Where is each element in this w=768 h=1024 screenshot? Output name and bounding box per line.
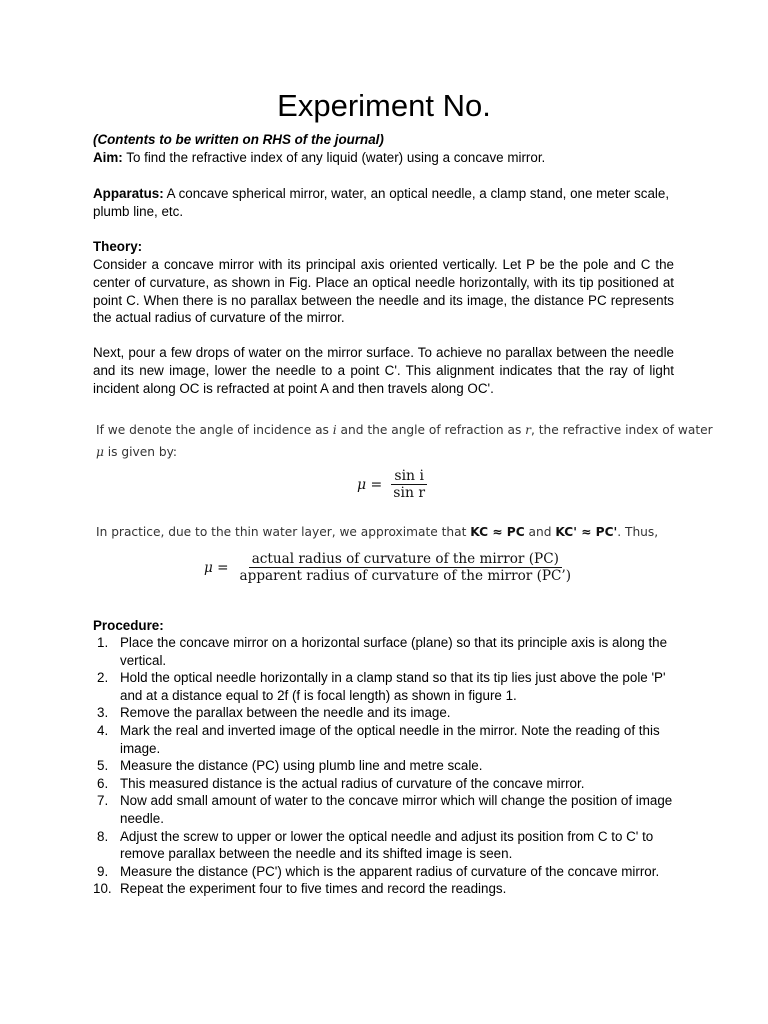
list-item (93, 863, 674, 881)
journal-note (93, 131, 674, 149)
equation-snell-lhs: μ = (357, 476, 383, 493)
equation-ri-denominator: apparent radius of curvature of the mirror (PC’) (239, 568, 572, 584)
list-item (93, 704, 674, 722)
list-item (93, 757, 674, 775)
list-item (93, 634, 674, 669)
equation-ri-fraction (237, 551, 575, 584)
equation-snell-fraction (390, 468, 428, 501)
list-item-number: 8. (97, 828, 109, 844)
list-item-text: Repeat the experiment four to five times and record the readings. (120, 881, 507, 897)
list-item-number: 5. (97, 758, 109, 774)
approximation-text-a: In practice, due to the thin water layer, we approximate that (96, 525, 471, 539)
list-item-number: 3. (97, 705, 109, 721)
list-item-text: This measured distance is the actual radius of curvature of the concave mirror. (120, 775, 585, 791)
equation-refractive-index (204, 551, 574, 584)
theory-paragraph-1: Consider a concave mirror with its principal axis oriented vertically. Let P be the pole and C the center of curvature, as shown in Fig. Place an optical needle horizontally, with its tip positioned at point C. When there is no parallax between the needle and its image, the distance PC represents the actual radius of curvature of the mirror. (93, 257, 674, 326)
symbol-r: r (525, 423, 531, 437)
aim-text: To find the refractive index of any liquid (water) using a concave mirror. (122, 150, 546, 165)
list-item-number: 6. (97, 775, 109, 791)
list-item-number: 1. (97, 635, 109, 650)
list-item (93, 792, 674, 827)
list-item-text: Remove the parallax between the needle and its image. (120, 705, 451, 721)
procedure-heading (93, 617, 674, 635)
approximation-kc: KC ≈ PC (470, 525, 525, 539)
list-item (93, 775, 674, 793)
formula-intro-text-b: and the angle of refraction as (336, 423, 526, 437)
list-item-number: 10. (93, 881, 112, 897)
list-item (93, 880, 674, 898)
theory-heading-text: Theory: (93, 239, 143, 254)
list-item (93, 669, 674, 704)
apparatus-label: Apparatus: (93, 186, 164, 201)
approximation-text-c: . Thus, (617, 525, 659, 539)
list-item-text: Hold the optical needle horizontally in a clamp stand so that its tip lies just above the pole 'P' and at a distance equal to 2f (f is focal length) as shown in figure 1. (120, 670, 666, 703)
list-item (93, 722, 674, 757)
list-item-number: 9. (97, 863, 109, 879)
theory-paragraph-2: Next, pour a few drops of water on the mirror surface. To achieve no parallax between the needle and its new image, lower the needle to a point C'. This alignment indicates that the ray of light incident along OC is refracted at point A and then travels along OC'. (93, 345, 674, 396)
apparatus-section (93, 185, 674, 221)
list-item-text: Adjust the screw to upper or lower the optical needle and adjust its position from C to C' to remove parallax between the needle and its shifted image is seen. (120, 828, 654, 862)
list-item (93, 828, 674, 863)
list-item-text: Mark the real and inverted image of the optical needle in the mirror. Note the reading of this image. (120, 722, 660, 756)
formula-intro-text-c: , the refractive index of water (531, 423, 713, 437)
equation-ri-lhs: μ = (204, 559, 229, 576)
aim-label: Aim: (93, 150, 123, 165)
list-item-text: Measure the distance (PC) using plumb line and metre scale. (120, 758, 483, 774)
procedure-list (93, 634, 674, 898)
procedure-heading-text: Procedure: (93, 618, 164, 633)
page-title: Experiment No. (277, 88, 491, 123)
formula-image (93, 418, 713, 594)
formula-intro-line (96, 422, 713, 438)
formula-intro-text-d: is given by: (103, 445, 178, 459)
equation-ri-numerator: actual radius of curvature of the mirror (PC) (249, 551, 562, 568)
apparatus-text: A concave spherical mirror, water, an optical needle, a clamp stand, one meter scale, plumb line, etc. (93, 186, 670, 219)
equation-snell (357, 468, 428, 501)
list-item-number: 2. (97, 670, 109, 686)
formula-intro-line-2 (96, 444, 177, 460)
approximation-kc-prime: KC' ≈ PC' (555, 525, 618, 539)
list-item-text: Now add small amount of water to the concave mirror which will change the position of image needle. (120, 793, 673, 826)
symbol-i: i (332, 423, 337, 437)
approximation-line (96, 524, 658, 540)
journal-note-text: (Contents to be written on RHS of the journal) (93, 132, 384, 147)
list-item-number: 4. (97, 722, 109, 738)
formula-intro-text-a: If we denote the angle of incidence as (96, 423, 333, 437)
aim-section (93, 149, 674, 167)
list-item-number: 7. (97, 793, 109, 809)
list-item-text: Place the concave mirror on a horizontal surface (plane) so that its principle axis is along the vertical. (120, 635, 668, 668)
list-item-text: Measure the distance (PC') which is the apparent radius of curvature of the concave mirror. (120, 863, 660, 879)
equation-snell-numerator: sin i (391, 468, 427, 485)
approximation-and: and (524, 525, 556, 539)
equation-snell-denominator: sin r (393, 485, 426, 501)
theory-heading (93, 238, 674, 256)
symbol-mu: μ (96, 445, 104, 459)
